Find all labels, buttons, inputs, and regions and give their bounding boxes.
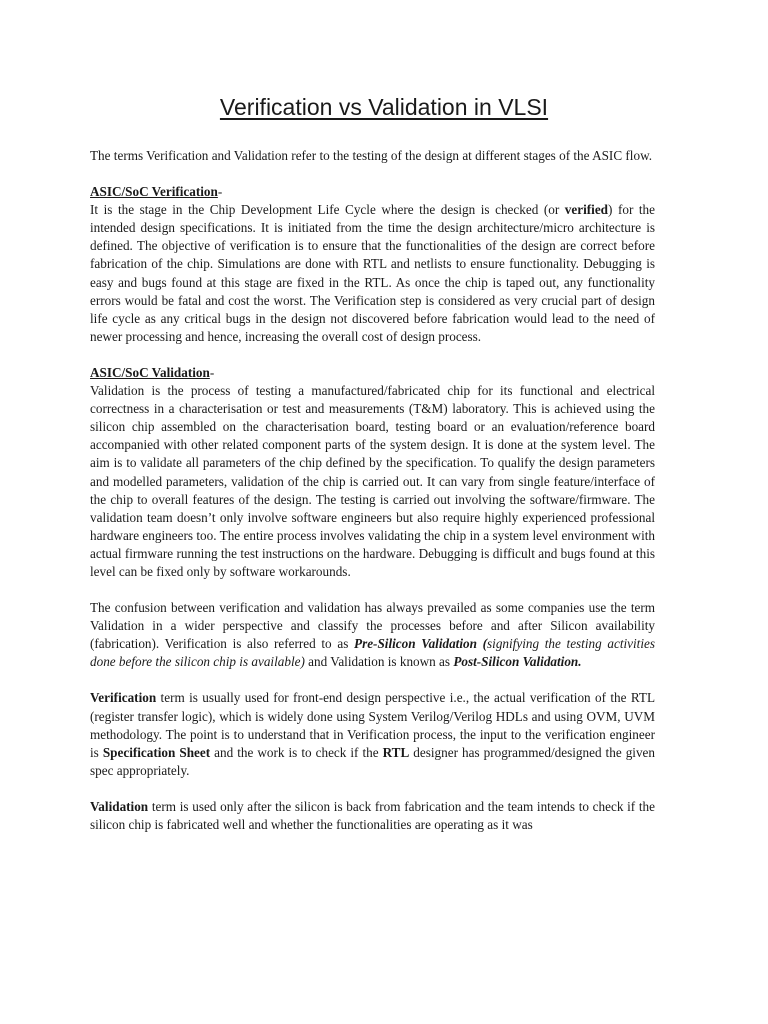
post-silicon-term: Post-Silicon Validation. [453,654,582,670]
verification-term-paragraph [90,689,655,779]
verification-bold-word: verified [564,202,609,218]
specification-sheet-term: Specification Sheet [102,744,211,760]
document-title: Verification vs Validation in VLSI [219,94,549,120]
verification-term-text-3: designer has programmed/designed the given spec appropriately. [90,744,655,778]
validation-heading: ASIC/SoC Validation [90,364,210,380]
verification-text-after: ) for the intended design specifications. It is initiated from the time the design architecture/micro architecture is defined. The objective of verification is to ensure that the functionalities of the design are correct before fabrication of the chip. Simulations are done with RTL and netlists to ensure functionality. Debugging is easy and bugs found at this stage are fixed in the RTL. As once the chip is taped out, any functionality errors would be fatal and cost the worst. The Verification step is considered as very crucial part of design life cycle as any critical bugs in the design not discovered before fabrication would lead to the need of newer processing and hence, increasing the overall cost of design process. [90,202,655,344]
validation-heading-line [90,364,655,382]
verification-term-lead: Verification [90,690,157,706]
verification-term-text-1: term is usually used for front-end design perspective i.e., the actual verification of the RTL (register transfer logic), which is widely done using System Verilog/Verilog HDLs and using OVM, UVM methodology. The point is to understand that in Verification process, the input to the verification engineer is [90,690,655,760]
verification-heading-dash: - [217,184,223,200]
validation-term-paragraph [90,798,655,834]
validation-term-lead: Validation [90,798,149,814]
verification-heading: ASIC/SoC Verification [90,184,218,200]
intro-paragraph: The terms Verification and Validation refer to the testing of the design at different stages of the ASIC flow. [90,148,653,163]
verification-term-text-2: and the work is to check if the [210,744,383,760]
rtl-term: RTL [382,744,410,760]
document-body [90,147,655,834]
validation-heading-dash: - [209,364,215,380]
pre-silicon-term: Pre-Silicon Validation ( [354,636,488,652]
pre-silicon-explanation: signifying the testing activities done before the silicon chip is available) [90,636,655,670]
verification-text-before: It is the stage in the Chip Development Life Cycle where the design is checked (or [90,202,565,218]
confusion-text-2: and Validation is known as [304,654,454,670]
validation-paragraph: Validation is the process of testing a manufactured/fabricated chip for its functional and electrical correctness in a characterisation or test and measurements (T&M) laboratory. This is achieved using the silicon chip assembled on the characterisation board, testing board or an evaluation/reference board accompanied with other related component parts of the system design. It is done at the system level. The aim is to validate all parameters of the chip defined by the specification. To qualify the design parameters and modelled parameters, validation of the chip is carried out. It can vary from single feature/interface of the chip to overall features of the design. The testing is carried out involving the software/firmware. The validation team doesn’t only involve software engineers but also require highly experienced professional hardware engineers too. The entire process involves validating the chip in a system level environment with actual firmware running the test instructions on the hardware. Debugging is difficult and bugs found at this level can be fixed only by software workarounds. [90,383,655,579]
verification-heading-line [90,183,655,201]
confusion-text-1: The confusion between verification and validation has always prevailed as some companies use the term Validation in a wider perspective and classify the processes before and after Silicon availability (fabrication). Verification is also referred to as [90,600,655,652]
validation-term-text-1: term is used only after the silicon is back from fabrication and the team intends to check if the silicon chip is fabricated well and whether the functionalities are operating as it was [90,798,655,832]
confusion-paragraph [90,599,655,671]
verification-paragraph [90,201,655,346]
